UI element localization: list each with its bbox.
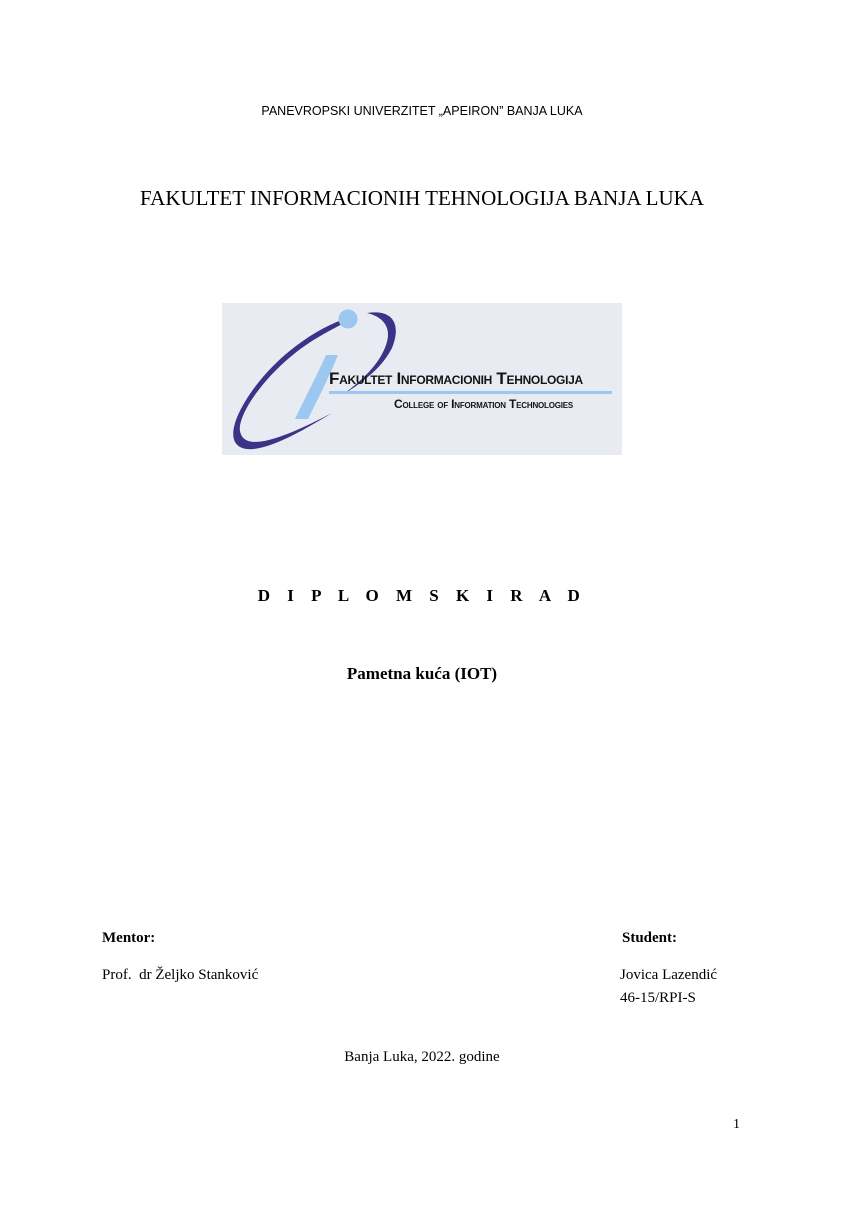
document-type: D I P L O M S K I R A D [257, 586, 587, 605]
student-label: Student: [622, 930, 678, 946]
page-number: 1 [733, 1117, 740, 1132]
faculty-name: FAKULTET INFORMACIONIH TEHNOLOGIJA BANJA LUKA [140, 186, 704, 210]
logo-title: Fakultet Informacionih Tehnologija [329, 369, 583, 388]
place-and-date: Banja Luka, 2022. godine [344, 1049, 500, 1065]
logo-dot-icon [339, 310, 358, 329]
logo-subtitle: College of Information Technologies [394, 397, 574, 411]
student-index: 46-15/RPI-S [620, 990, 696, 1006]
student-name: Jovica Lazendić [620, 967, 718, 983]
logo-rule [329, 391, 612, 394]
faculty-logo [222, 303, 622, 455]
university-name: PANEVROPSKI UNIVERZITET „APEIRON” BANJA LUKA [261, 104, 583, 118]
mentor-name: Prof. dr Željko Stanković [102, 967, 259, 983]
mentor-label: Mentor: [102, 930, 156, 946]
thesis-title: Pametna kuća (IOT) [346, 664, 498, 683]
